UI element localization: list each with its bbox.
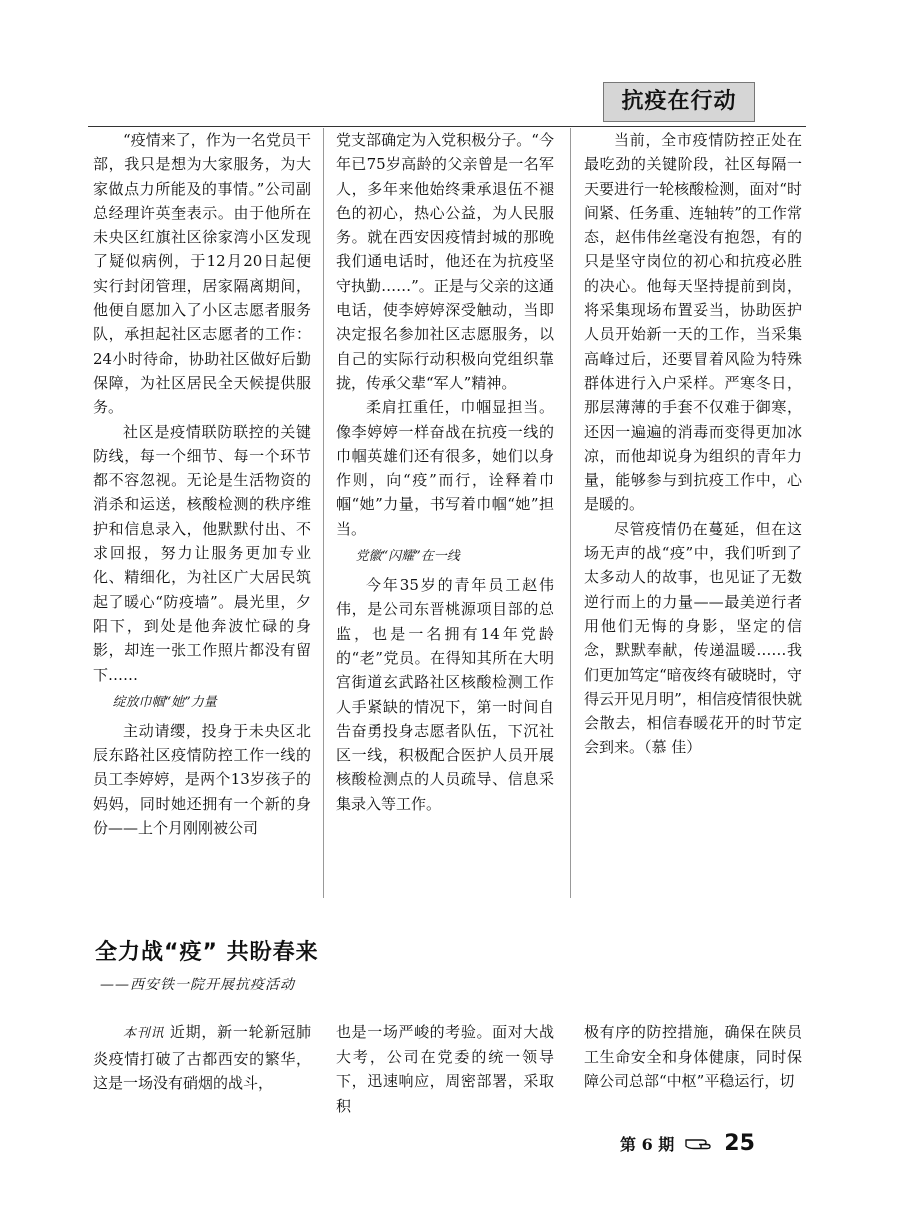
paragraph: 也是一场严峻的考验。面对大战大考，公司在党委的统一领导下，迅速响应，周密部署，采取积 — [336, 1023, 554, 1115]
paragraph: 柔肩扛重任，巾帼显担当。像李婷婷一样奋战在抗疫一线的巾帼英雄们还有很多，她们以身作则，向“疫”而行，诠释着巾帼“她”力量，书写着巾帼“她”担当。 — [336, 398, 554, 538]
section-subheading: 绽放巾帼“她”力量 — [112, 694, 217, 710]
pointing-hand-icon — [684, 1134, 714, 1152]
column-divider — [323, 128, 324, 898]
article2-subheadline: ——西安铁一院开展抗疫活动 — [100, 977, 295, 993]
article2-column-1 — [93, 1020, 311, 1096]
article1-column-3 — [584, 128, 802, 760]
paragraph: 尽管疫情仍在蔓延，但在这场无声的战“疫”中，我们听到了太多动人的故事，也见证了无数逆行而上的力量——最美逆行者用他们无悔的身影，坚定的信念，默默奉献，传递温暖……我们更加笃定“暗夜终有破晓时，守得云开见月明”，相信疫情很快就会散去，相信春暖花开的时节定会到来。（慕 佳） — [584, 519, 802, 757]
dateline: 本刊讯 — [123, 1026, 165, 1041]
paragraph — [93, 1020, 311, 1096]
paragraph: 今年35岁的青年员工赵伟伟，是公司东晋桃源项目部的总监，也是一名拥有14年党龄的“老”党员。在得知其所在大明宫街道玄武路社区核酸检测工作人手紧缺的情况下，第一时间自告奋勇投身志愿者队伍，下沉社区一线，积极配合医护人员开展核酸检测点的人员疏导、信息采集录入等工作。 — [336, 576, 554, 813]
paragraph: 极有序的防控措施，确保在陕员工生命安全和身体健康，同时保障公司总部“中枢”平稳运行，切 — [584, 1023, 802, 1090]
article2-column-2 — [336, 1020, 554, 1118]
paragraph: 社区是疫情联防联控的关键防线，每一个细节、每一个环节都不容忽视。无论是生活物资的消杀和运送，核酸检测的秩序维护和信息录入，他默默付出、不求回报，努力让服务更加专业化、精细化，为社区广大居民筑起了暖心“防疫墙”。晨光里，夕阳下，到处是他奔波忙碌的身影，却连一张工作照片都没有留下…… — [93, 422, 311, 684]
article2-headline: 全力战“疫” 共盼春来 — [95, 940, 319, 965]
paragraph-text: 近期，新一轮新冠肺炎疫情打破了古都西安的繁华，这是一场没有硝烟的战斗， — [93, 1023, 311, 1092]
section-banner — [603, 82, 755, 122]
paragraph: 当前，全市疫情防控正处在最吃劲的关键阶段，社区每隔一天要进行一轮核酸检测，面对“时间紧、任务重、连轴转”的工作常态，赵伟伟丝毫没有抱怨，有的只是坚守岗位的初心和抗疫必胜的决心。他每天坚持提前到岗，将采集现场布置妥当，协助医护人员开始新一天的工作，当采集高峰过后，还要冒着风险为特殊群体进行入户采样。严寒冬日，那层薄薄的手套不仅难于御寒，还因一遍遍的消毒而变得更加冰凉，而他却说身为组织的青年力量，能够参与到抗疫工作中，心是暖的。 — [584, 131, 802, 514]
page-footer — [620, 1128, 755, 1158]
article1-column-2 — [336, 128, 554, 816]
paragraph: 主动请缨，投身于未央区北辰东路社区疫情防控工作一线的员工李婷婷，是两个13岁孩子的妈妈，同时她还拥有一个新的身份——上个月刚刚被公司 — [93, 721, 311, 838]
top-rule — [88, 126, 806, 127]
issue-number: 第 6 期 — [620, 1134, 675, 1154]
column-divider — [570, 128, 571, 898]
page-number: 25 — [724, 1130, 755, 1156]
section-banner-title: 抗疫在行动 — [621, 89, 737, 114]
article2-column-3 — [584, 1020, 802, 1094]
paragraph: “疫情来了，作为一名党员干部，我只是想为大家服务，为大家做点力所能及的事情。”公司副总经理许英奎表示。由于他所在未央区红旗社区徐家湾小区发现了疑似病例，于12月20日起便实行封闭管理，居家隔离期间，他便自愿加入了小区志愿者服务队，承担起社区志愿者的工作：24小时待命，协助社区做好后勤保障，为社区居民全天候提供服务。 — [93, 131, 311, 417]
paragraph: 党支部确定为入党积极分子。“今年已75岁高龄的父亲曾是一名军人，多年来他始终秉承退伍不褪色的初心，热心公益，为人民服务。就在西安因疫情封城的那晚我们通电话时，他还在为抗疫坚守执勤……”。正是与父亲的这通电话，使李婷婷深受触动，当即决定报名参加社区志愿服务，以自己的实际行动积极向党组织靠拢，传承父辈“军人”精神。 — [336, 131, 554, 392]
section-subheading: 党徽“闪耀”在一线 — [355, 549, 460, 565]
article1-column-1 — [93, 128, 311, 840]
